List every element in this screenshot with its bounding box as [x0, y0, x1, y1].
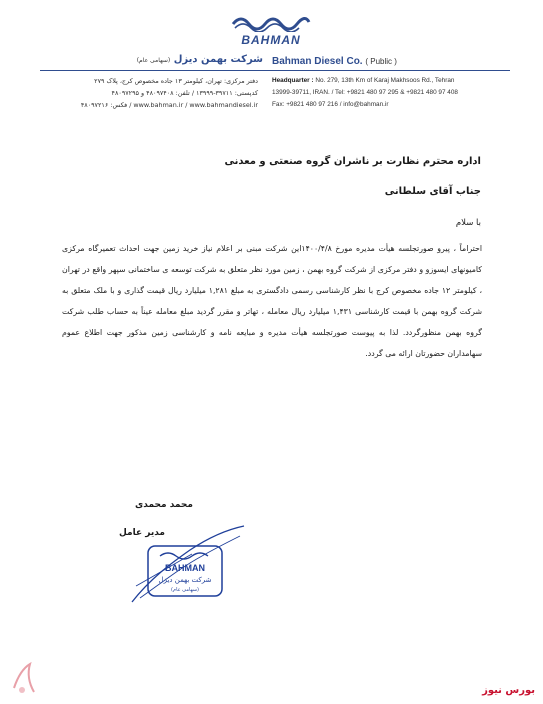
signer-name: محمد محمدی [135, 500, 193, 510]
company-name-fa [137, 54, 263, 65]
address-en-label: Headquarter : [272, 77, 314, 84]
address-fa [33, 75, 258, 111]
header-divider [40, 70, 510, 71]
greeting: با سلام [455, 218, 481, 228]
stamp-company-type: (سهامی عام) [171, 587, 199, 593]
watermark-text: بورس نیوز [482, 685, 535, 696]
company-name-en [272, 56, 397, 67]
recipient-person: جناب آقای سلطانی [384, 186, 481, 197]
address-en [272, 75, 527, 111]
corner-logo-icon [8, 658, 40, 698]
address-fa-line3: www.bahman.ir / www.bahmandiesel.ir / فکس: ۴۸۰۹۷۲۱۶ [80, 101, 258, 109]
letter-body: احتراماً ، پیرو صورتجلسه هیأت مدیره مورخ ۱۴۰۰/۴/۸این شرکت مبنی بر اعلام نیاز خرید زمین جهت احداث تعمیرگاه مرکزی کامیونهای ایسوزو و دفتر مرکزی از شرکت گروه بهمن ، زمین مورد نظر متعلق به شرکت توسعه ی ساختمانی سپهر واقع در تهران ، کیلومتر ۱۲ جاده مخصوص کرج با نظر کارشناسی رسمی دادگستری به مبلغ ۱,۲۸۱ میلیارد ریال قیمت گذاری و با ملک متعلق به شرکت گروه بهمن با قیمت کارشناسی ۱,۴۳۱ میلیارد ریال معامله ، تهاتر و مقرر گردید مبلغ معامله عیناً به حساب طلب شرکت گروه بهمن منظورگردد. لذا به پیوست صورتجلسه هیأت مدیره و مبایعه نامه و کارشناسی زمین مذکور جهت اطلاع عموم سهامداران حضورتان ارائه می گردد. [62, 244, 483, 358]
address-en-line2: 13999-39711, IRAN. / Tel: +9821 480 97 295 & +9821 480 97 408 [272, 89, 458, 96]
company-logo [221, 12, 321, 47]
logo-wordmark: BAHMAN [241, 33, 301, 47]
address-fa-line2: کدپستی: ۳۹۷۱۱-۱۳۹۹۹ / تلفن: ۴۸۰۹۷۴۰۸ و ۴۸۰۹۷۲۹۵ [111, 89, 258, 97]
company-name-fa-text: شرکت بهمن دیزل [173, 54, 263, 65]
address-en-line1: No. 279, 13th Km of Karaj Makhsoos Rd., Tehran [315, 77, 455, 84]
company-type-en: ( Public ) [365, 57, 397, 66]
company-type-fa: (سهامی عام) [136, 57, 171, 64]
bahman-wave-icon [231, 12, 311, 32]
recipient-organization: اداره محترم نظارت بر ناشران گروه صنعتی و معدنی [224, 156, 481, 167]
company-stamp [130, 524, 246, 604]
stamp-company-name: شرکت بهمن دیزل [158, 576, 212, 584]
company-name-en-text: Bahman Diesel Co. [272, 56, 363, 67]
stamp-brand: BAHMAN [165, 563, 205, 573]
signer-title: مدیر عامل [118, 528, 165, 538]
address-en-line3: Fax: +9821 480 97 216 / info@bahman.ir [272, 101, 389, 108]
address-fa-line1: دفتر مرکزی: تهران، کیلومتر ۱۳ جاده مخصوص کرج، پلاک ۲۷۹ [94, 77, 258, 85]
